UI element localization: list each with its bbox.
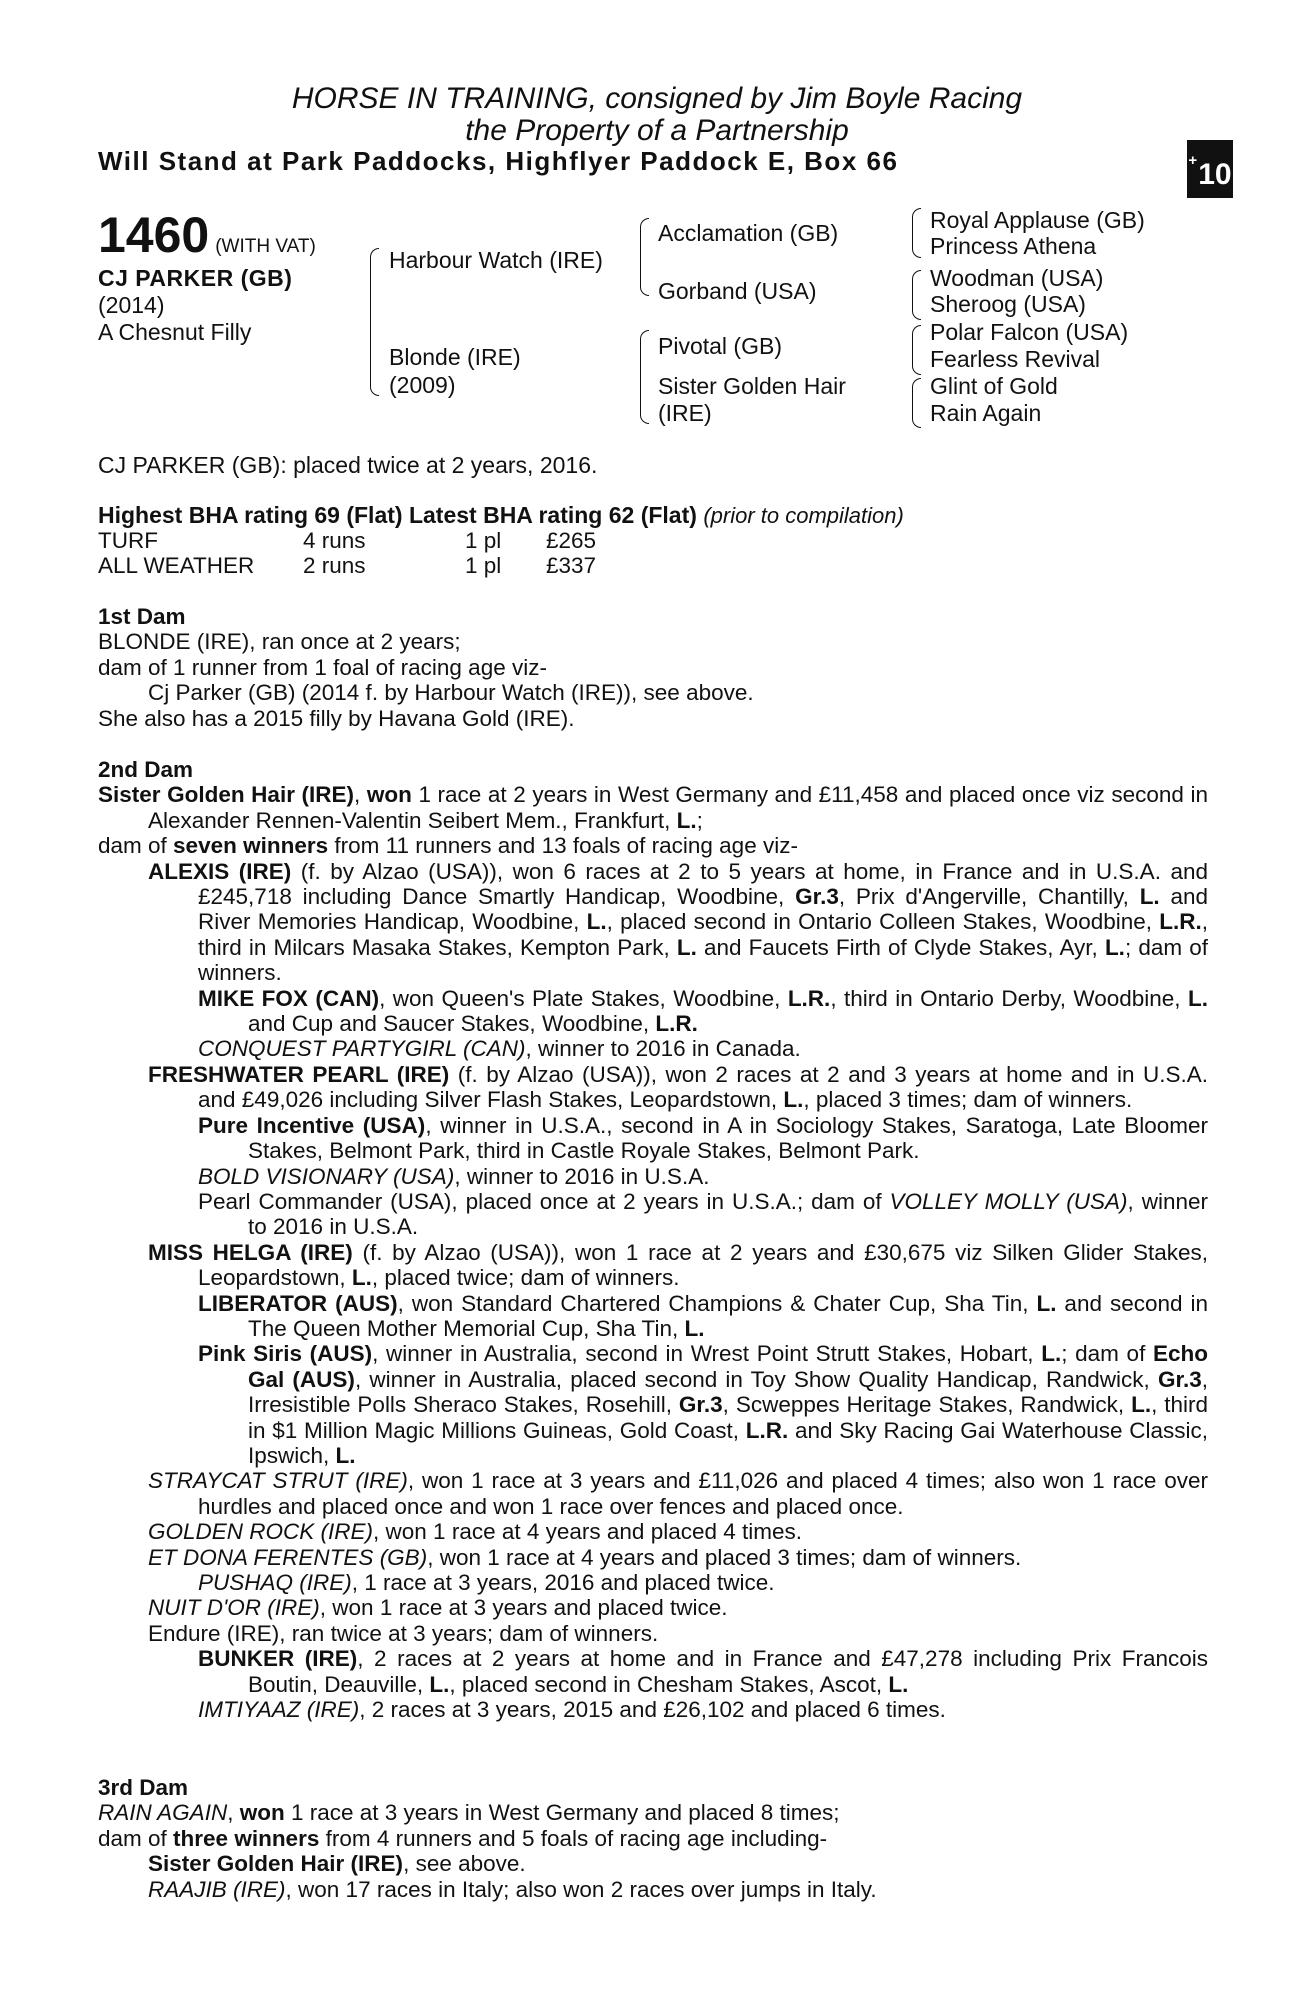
produce-entry: ALEXIS (IRE) (f. by Alzao (USA)), won 6 races at 2 to 5 years at home, in France and in U.S.A. and £245,718 including Dance Smartly Handicap, Woodbine, Gr.3, Prix d'Angerville, Chantilly, L. and River Memories Handicap, Woodbine, L., placed second in Ontario Colleen Stakes, Woodbine, L.R., third in Milcars Masaka Stakes, Kempton Park, L. and Faucets Firth of Clyde Stakes, Ayr, L.; dam of winners. [148,858,1209,986]
pedigree-bracket [912,378,921,428]
pedigree-bracket [912,208,921,258]
pedigree-bracket [912,325,921,375]
horse-description: A Chesnut Filly [98,319,252,345]
dss: Polar Falcon (USA) [930,319,1129,345]
rating-placed: 1 pl [465,528,502,553]
produce-entry: NUIT D'OR (IRE), won 1 race at 3 years and placed twice. [148,1595,728,1621]
section-title: 2nd Dam [98,757,194,782]
produce-entry: RAAJIB (IRE), won 17 races in Italy; also won 2 races over jumps in Italy. [148,1876,877,1902]
produce-entry: STRAYCAT STRUT (IRE), won 1 race at 3 years and £11,026 and placed 4 times; also won 1 race over hurdles and placed once and won 1 race over fences and placed once. [148,1468,1208,1519]
produce-entry: Pink Siris (AUS), winner in Australia, second in Wrest Point Strutt Stakes, Hobart, L.; dam of Echo Gal (AUS), winner in Australia, placed second in Toy Show Quality Handicap, Randwick, Gr.3, Irresistible Polls Sheraco Stakes, Rosehill, Gr.3, Scweppes Heritage Stakes, Randwick, L., third in $1 Million Magic Millions Guineas, Gold Coast, L.R. and Sky Racing Gai Waterhouse Classic, Ipswich, L. [198,1341,1208,1468]
pedigree-bracket [912,270,921,320]
produce-entry: CONQUEST PARTYGIRL (CAN), winner to 2016 in Canada. [198,1036,801,1062]
dam-sire: Pivotal (GB) [658,333,782,359]
dam2-produce: dam of seven winners from 11 runners and 13 foals of racing age viz- [98,833,798,859]
sire-dam: Gorband (USA) [658,278,817,304]
horse-name: CJ PARKER (GB) [98,265,293,291]
produce-entry: BOLD VISIONARY (USA), winner to 2016 in U.S.A. [198,1163,710,1189]
produce-entry: IMTIYAAZ (IRE), 2 races at 3 years, 2015 and £26,102 and placed 6 times. [198,1697,946,1723]
rating-runs: 4 runs [303,528,366,553]
dam3-intro: RAIN AGAIN, won 1 race at 3 years in West Germany and placed 8 times; [98,1800,840,1826]
sdd: Sheroog (USA) [930,291,1086,317]
dsd: Fearless Revival [930,346,1100,372]
second-dam-section [98,757,1208,1722]
pedigree-bracket [640,330,649,424]
produce-entry: Endure (IRE), ran twice at 3 years; dam of winners. [148,1620,659,1646]
rating-money: £265 [546,528,597,553]
header-line-1: HORSE IN TRAINING, consigned by Jim Boyle Racing [291,82,1023,115]
sire: Harbour Watch (IRE) [389,247,603,273]
dam1-line: She also has a 2015 filly by Havana Gold (IRE). [98,705,575,731]
produce-entry: PUSHAQ (IRE), 1 race at 3 years, 2016 and placed twice. [198,1570,775,1595]
produce-entry: Pure Incentive (USA), winner in U.S.A., second in A in Sociology Stakes, Saratoga, Late Bloomer Stakes, Belmont Park, third in Castle Royale Stakes, Belmont Park. [198,1112,1208,1164]
produce-entry: FRESHWATER PEARL (IRE) (f. by Alzao (USA)), won 2 races at 2 and 3 years at home and in U.S.A. and £49,026 including Silver Flash Stakes, Leopardstown, L., placed 3 times; dam of winners. [148,1061,1208,1113]
race-summary: CJ PARKER (GB): placed twice at 2 years, 2016. [98,452,598,478]
sire-sire: Acclamation (GB) [658,220,839,246]
produce-entry: Sister Golden Hair (IRE), see above. [148,1851,526,1877]
pedigree-bracket [640,218,649,296]
badge-icon: +10 [1187,140,1233,198]
section-title: 1st Dam [98,604,186,629]
dam1-line: dam of 1 runner from 1 foal of racing age viz- [98,654,547,680]
stand-location: Will Stand at Park Paddocks, Highflyer Paddock E, Box 66 [98,146,899,176]
third-dam-section [98,1775,1208,1902]
ddd: Rain Again [930,400,1042,426]
dam: Blonde (IRE) [389,344,521,370]
dam1-line: BLONDE (IRE), ran once at 2 years; [98,629,461,655]
section-title: 3rd Dam [98,1775,189,1800]
rating-surface: ALL WEATHER [98,553,255,578]
ssd: Princess Athena [930,233,1097,259]
produce-entry: MIKE FOX (CAN), won Queen's Plate Stakes, Woodbine, L.R., third in Ontario Derby, Woodbine, L. and Cup and Saucer Stakes, Woodbine, L.R. [198,985,1208,1037]
rating-runs: 2 runs [303,553,366,578]
produce-entry: LIBERATOR (AUS), won Standard Chartered Champions & Chater Cup, Sha Tin, L. and second in The Queen Mother Memorial Cup, Sha Tin, L. [198,1290,1208,1341]
ratings-heading: Highest BHA rating 69 (Flat) Latest BHA rating 62 (Flat) (prior to compilation) [98,502,904,528]
dam2-intro: Sister Golden Hair (IRE), won 1 race at 2 years in West Germany and £11,458 and placed once viz second in Alexander Rennen-Valentin Seibert Mem., Frankfurt, L.; [98,782,1208,833]
header-line-2: the Property of a Partnership [465,114,849,147]
dam3-produce: dam of three winners from 4 runners and 5 foals of racing age including- [98,1825,828,1851]
rating-placed: 1 pl [465,553,502,578]
pedigree-bracket [370,248,379,396]
sss: Royal Applause (GB) [930,207,1145,233]
sds: Woodman (USA) [930,265,1104,291]
dds: Glint of Gold [930,373,1058,399]
lot-number: 1460 (WITH VAT) [98,207,316,263]
horse-year: (2014) [98,292,165,318]
rating-surface: TURF [98,528,158,553]
dam-year: (2009) [389,372,456,398]
produce-entry: BUNKER (IRE), 2 races at 2 years at home and in France and £47,278 including Prix Francois Boutin, Deauville, L., placed second in Chesham Stakes, Ascot, L. [198,1646,1208,1697]
produce-entry: Pearl Commander (USA), placed once at 2 years in U.S.A.; dam of VOLLEY MOLLY (USA), winner to 2016 in U.S.A. [198,1188,1208,1240]
rating-money: £337 [546,553,597,578]
first-dam-section [98,604,1208,731]
produce-entry: ET DONA FERENTES (GB), won 1 race at 4 years and placed 3 times; dam of winners. [148,1544,1022,1570]
dam1-line: Cj Parker (GB) (2014 f. by Harbour Watch (IRE)), see above. [148,680,754,706]
dam-dam: Sister Golden Hair [658,373,846,399]
produce-entry: MISS HELGA (IRE) (f. by Alzao (USA)), won 1 race at 2 years and £30,675 viz Silken Glider Stakes, Leopardstown, L., placed twice; dam of winners. [148,1239,1208,1291]
dam-dam-country: (IRE) [658,400,712,426]
produce-entry: GOLDEN ROCK (IRE), won 1 race at 4 years and placed 4 times. [148,1519,803,1545]
